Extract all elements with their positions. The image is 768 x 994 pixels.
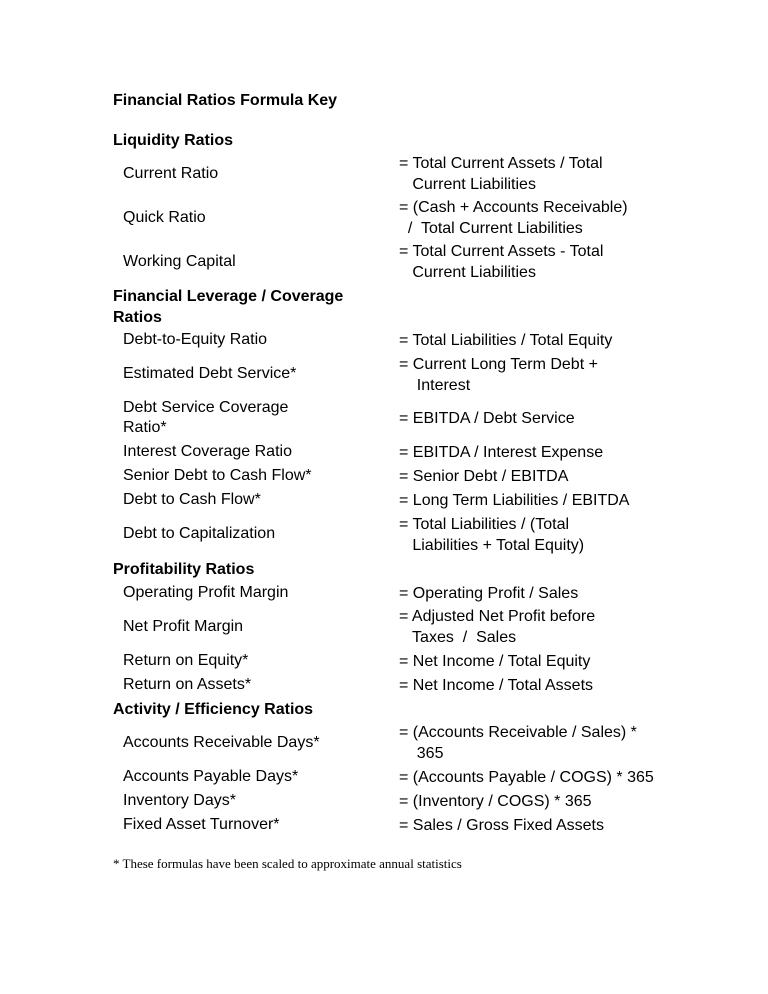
ratio-label-debt-to-cash-flow	[123, 490, 261, 510]
ratio-label-line: Senior Debt to Cash Flow*	[123, 467, 312, 484]
ratio-formula-line: 365	[399, 745, 444, 762]
ratio-label-line: Operating Profit Margin	[123, 584, 289, 601]
ratio-formula-current-ratio	[399, 153, 603, 195]
ratio-formula-line: = EBITDA / Debt Service	[399, 410, 575, 427]
ratio-label-line: Accounts Payable Days*	[123, 768, 299, 785]
ratio-label-senior-debt-to-cash-flow	[123, 466, 312, 486]
ratio-formula-operating-profit-margin	[399, 583, 578, 604]
ratio-formula-return-on-assets	[399, 675, 593, 696]
ratio-formula-interest-coverage-ratio	[399, 442, 603, 463]
ratio-formula-debt-service-coverage-ratio	[399, 408, 575, 429]
section-heading-line: Ratios	[113, 309, 162, 326]
ratio-label-line: Debt-to-Equity Ratio	[123, 331, 268, 348]
ratio-formula-line: = (Accounts Payable / COGS) * 365	[399, 769, 654, 786]
ratio-formula-net-profit-margin	[399, 606, 595, 648]
ratio-label-line: Ratio*	[123, 419, 167, 436]
ratio-label-accounts-payable-days	[123, 767, 298, 787]
ratio-formula-line: = EBITDA / Interest Expense	[399, 444, 604, 461]
ratio-label-debt-service-coverage-ratio	[123, 398, 288, 438]
ratio-formula-line: = Long Term Liabilities / EBITDA	[399, 492, 630, 509]
ratio-label-line: Quick Ratio	[123, 209, 206, 226]
section-heading-profitability-ratios	[113, 559, 254, 580]
ratio-label-return-on-equity	[123, 651, 248, 671]
ratio-label-operating-profit-margin	[123, 583, 288, 603]
ratio-formula-inventory-days	[399, 791, 592, 812]
section-heading-activity-efficiency-ratios	[113, 699, 313, 720]
ratio-label-line: Debt to Capitalization	[123, 525, 276, 542]
ratio-formula-line: = Net Income / Total Equity	[399, 653, 591, 670]
ratio-label-current-ratio	[123, 164, 218, 184]
section-heading-line: Financial Leverage / Coverage	[113, 288, 344, 305]
ratio-label-line: Return on Equity*	[123, 652, 249, 669]
footnote: * These formulas have been scaled to approximate annual statistics	[113, 856, 462, 871]
ratio-formula-debt-to-capitalization	[399, 514, 584, 556]
ratio-formula-debt-to-cash-flow	[399, 490, 629, 511]
ratio-formula-quick-ratio	[399, 197, 628, 239]
ratio-formula-line: = Senior Debt / EBITDA	[399, 468, 569, 485]
ratio-label-line: Interest Coverage Ratio	[123, 443, 292, 460]
ratio-label-line: Current Ratio	[123, 165, 219, 182]
ratio-formula-line: / Total Current Liabilities	[399, 220, 583, 237]
ratio-formula-line: = Sales / Gross Fixed Assets	[399, 817, 604, 834]
page-title: Financial Ratios Formula Key	[113, 92, 338, 109]
section-heading-line: Profitability Ratios	[113, 561, 255, 578]
ratio-label-inventory-days	[123, 791, 236, 811]
ratio-label-quick-ratio	[123, 208, 206, 228]
ratio-formula-line: = Adjusted Net Profit before	[399, 608, 596, 625]
ratio-formula-line: = (Inventory / COGS) * 365	[399, 793, 592, 810]
ratio-formula-line: Current Liabilities	[399, 176, 536, 193]
ratio-label-return-on-assets	[123, 675, 251, 695]
ratio-formula-line: Taxes / Sales	[399, 629, 517, 646]
ratio-formula-accounts-receivable-days	[399, 722, 637, 764]
ratio-label-line: Working Capital	[123, 253, 236, 270]
ratio-label-working-capital	[123, 252, 236, 272]
ratio-formula-line: = Total Current Assets - Total	[399, 243, 604, 260]
ratio-formula-line: = (Cash + Accounts Receivable)	[399, 199, 628, 216]
ratio-label-line: Inventory Days*	[123, 792, 236, 809]
ratio-formula-debt-to-equity-ratio	[399, 330, 612, 351]
ratio-formula-line: = Operating Profit / Sales	[399, 585, 579, 602]
ratio-formula-fixed-asset-turnover	[399, 815, 604, 836]
ratio-formula-line: = Total Current Assets / Total	[399, 155, 603, 172]
ratio-label-line: Fixed Asset Turnover*	[123, 816, 280, 833]
ratio-label-line: Estimated Debt Service*	[123, 365, 297, 382]
ratio-label-net-profit-margin	[123, 617, 243, 637]
ratio-label-line: Return on Assets*	[123, 676, 252, 693]
ratio-formula-working-capital	[399, 241, 603, 283]
ratio-formula-line: = Total Liabilities / Total Equity	[399, 332, 613, 349]
ratio-label-debt-to-equity-ratio	[123, 330, 267, 350]
ratio-label-line: Debt to Cash Flow*	[123, 491, 261, 508]
ratio-formula-line: = (Accounts Receivable / Sales) *	[399, 724, 637, 741]
ratio-label-accounts-receivable-days	[123, 733, 320, 753]
section-heading-financial-leverage-coverage-ratios	[113, 286, 343, 328]
ratio-formula-line: Liabilities + Total Equity)	[399, 537, 585, 554]
ratio-formula-line: Interest	[399, 377, 471, 394]
ratio-formula-line: = Current Long Term Debt +	[399, 356, 598, 373]
ratio-formula-senior-debt-to-cash-flow	[399, 466, 568, 487]
ratio-label-interest-coverage-ratio	[123, 442, 292, 462]
section-heading-line: Activity / Efficiency Ratios	[113, 701, 314, 718]
ratio-label-line: Debt Service Coverage	[123, 399, 289, 416]
ratio-formula-accounts-payable-days	[399, 767, 654, 788]
ratio-formula-return-on-equity	[399, 651, 590, 672]
ratio-formula-line: = Net Income / Total Assets	[399, 677, 594, 694]
ratio-formula-estimated-debt-service	[399, 354, 598, 396]
ratio-label-line: Net Profit Margin	[123, 618, 244, 635]
section-heading-liquidity-ratios	[113, 130, 233, 151]
ratio-label-fixed-asset-turnover	[123, 815, 280, 835]
ratio-formula-line: = Total Liabilities / (Total	[399, 516, 570, 533]
ratio-label-debt-to-capitalization	[123, 524, 275, 544]
section-heading-line: Liquidity Ratios	[113, 132, 233, 149]
ratio-label-estimated-debt-service	[123, 364, 296, 384]
ratio-label-line: Accounts Receivable Days*	[123, 734, 320, 751]
ratio-formula-line: Current Liabilities	[399, 264, 536, 281]
